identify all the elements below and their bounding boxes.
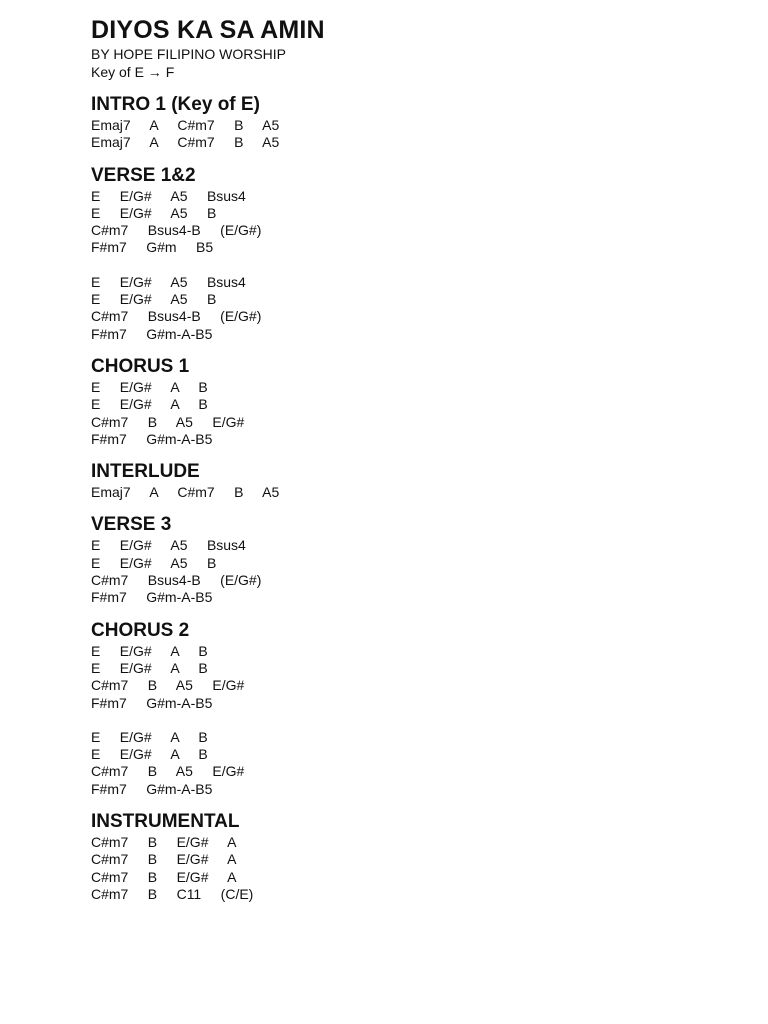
section bbox=[91, 94, 731, 152]
chord-line: E E/G# A B bbox=[91, 378, 208, 395]
section-title: INSTRUMENTAL bbox=[91, 811, 240, 833]
chord-block bbox=[91, 379, 731, 448]
section-title: INTERLUDE bbox=[91, 461, 200, 483]
song-artist: BY HOPE FILIPINO WORSHIP bbox=[91, 46, 287, 62]
chord-block bbox=[91, 117, 731, 152]
chord-line: E E/G# A5 Bsus4 bbox=[91, 273, 246, 290]
chord-line: E E/G# A B bbox=[91, 642, 208, 659]
chord-line: C#m7 B A5 E/G# bbox=[91, 763, 245, 780]
chord-line: C#m7 Bsus4-B (E/G#) bbox=[91, 222, 262, 239]
section bbox=[91, 461, 731, 501]
chord-line: C#m7 B A5 E/G# bbox=[91, 413, 245, 430]
chord-line: C#m7 Bsus4-B (E/G#) bbox=[91, 572, 262, 589]
chord-block bbox=[91, 834, 731, 903]
song-key: Key of E → F bbox=[91, 64, 175, 80]
chord-line: C#m7 B E/G# A bbox=[91, 868, 237, 885]
chord-line: F#m7 G#m-A-B5 bbox=[91, 325, 213, 342]
chord-line: E E/G# A B bbox=[91, 659, 208, 676]
section bbox=[91, 165, 731, 343]
chord-line: Emaj7 A C#m7 B A5 bbox=[91, 484, 280, 501]
chord-block bbox=[91, 188, 731, 257]
chord-line: E E/G# A B bbox=[91, 396, 208, 413]
section-title: CHORUS 1 bbox=[91, 355, 190, 377]
chord-line: C#m7 B A5 E/G# bbox=[91, 677, 245, 694]
section-title: INTRO 1 (Key of E) bbox=[91, 94, 260, 115]
section bbox=[91, 811, 731, 903]
section-title: CHORUS 2 bbox=[91, 619, 190, 641]
chord-line: E E/G# A B bbox=[91, 728, 208, 745]
chord-block bbox=[91, 484, 731, 501]
chord-line: E E/G# A5 B bbox=[91, 554, 217, 571]
chord-line: Emaj7 A C#m7 B A5 bbox=[91, 134, 280, 151]
chord-sheet bbox=[91, 16, 731, 903]
section bbox=[91, 514, 731, 606]
chord-line: E E/G# A5 Bsus4 bbox=[91, 537, 246, 554]
chord-line: E E/G# A5 B bbox=[91, 291, 217, 308]
chord-line: F#m7 G#m B5 bbox=[91, 239, 214, 256]
chord-line: F#m7 G#m-A-B5 bbox=[91, 589, 213, 606]
chord-line: F#m7 G#m-A-B5 bbox=[91, 780, 213, 797]
section bbox=[91, 620, 731, 798]
chord-line: C#m7 B C11 (C/E) bbox=[91, 885, 254, 902]
section bbox=[91, 356, 731, 448]
chord-line: F#m7 G#m-A-B5 bbox=[91, 694, 213, 711]
chord-line: F#m7 G#m-A-B5 bbox=[91, 430, 213, 447]
chord-line: C#m7 Bsus4-B (E/G#) bbox=[91, 308, 262, 325]
song-title: DIYOS KA SA AMIN bbox=[91, 16, 325, 44]
chord-line: C#m7 B E/G# A bbox=[91, 834, 237, 851]
chord-line: Emaj7 A C#m7 B A5 bbox=[91, 117, 280, 133]
chord-line: E E/G# A5 Bsus4 bbox=[91, 187, 246, 204]
section-title: VERSE 3 bbox=[91, 514, 172, 536]
chord-block bbox=[91, 537, 731, 606]
chord-line: E E/G# A5 B bbox=[91, 204, 217, 221]
sections-container bbox=[91, 94, 731, 903]
chord-line: E E/G# A B bbox=[91, 746, 208, 763]
chord-block bbox=[91, 643, 731, 712]
chord-block bbox=[91, 729, 731, 798]
section-title: VERSE 1&2 bbox=[91, 164, 196, 186]
chord-line: C#m7 B E/G# A bbox=[91, 851, 237, 868]
chord-block bbox=[91, 274, 731, 343]
